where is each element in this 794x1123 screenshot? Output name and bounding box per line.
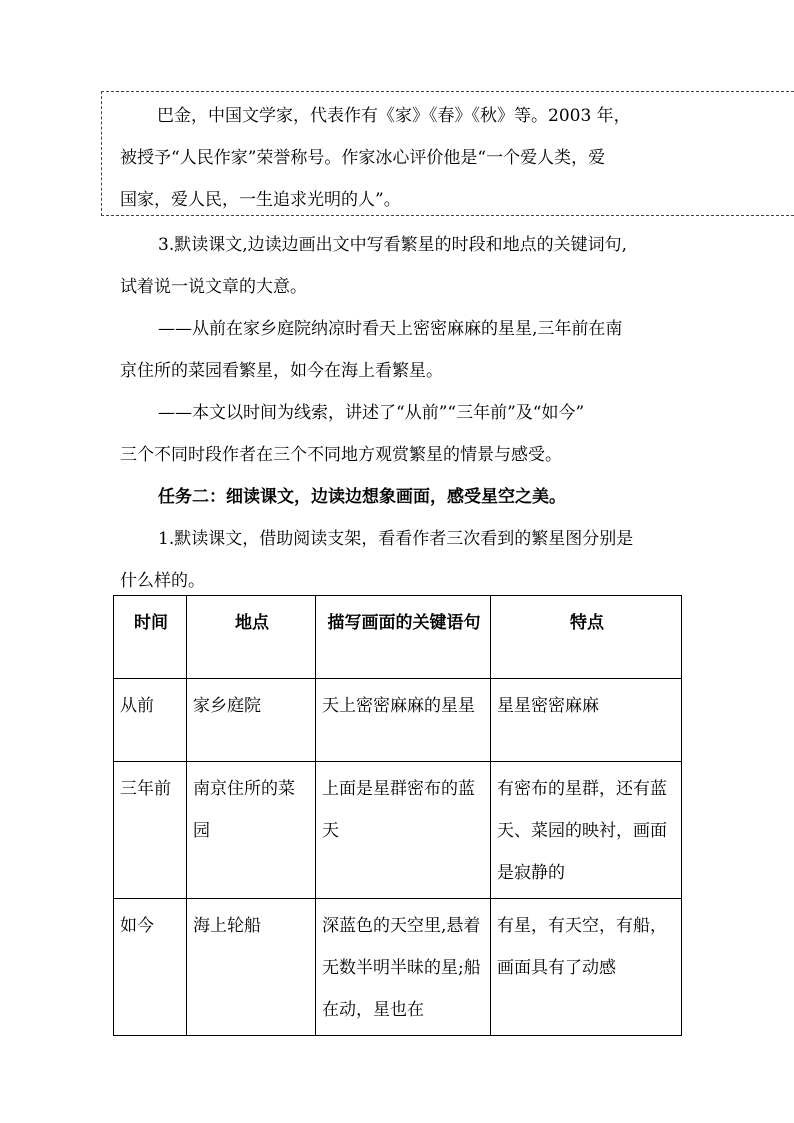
- cell-feature: 有星，有天空，有船，画面具有了动感: [491, 899, 682, 1036]
- answer1-line-1: ——从前在家乡庭院纳凉时看天上密密麻麻的星星,三年前在南: [158, 319, 623, 339]
- header-key-sentence: 描写画面的关键语句: [316, 596, 491, 679]
- table-header-row: [114, 596, 682, 679]
- header-feature: 特点: [491, 596, 682, 679]
- answer1-line-2: 京住所的菜园看繁星，如今在海上看繁星。: [120, 361, 443, 381]
- table-row: [114, 762, 682, 899]
- table-row: [114, 899, 682, 1036]
- cell-key-sentence: 上面是星群密布的蓝天: [316, 762, 491, 899]
- answer2-line-2: 三个不同时段作者在三个不同地方观赏繁星的情景与感受。: [120, 445, 562, 465]
- cell-time: 从前: [114, 679, 187, 762]
- star-observation-table: [113, 595, 682, 1036]
- cell-key-sentence: 深蓝色的天空里,悬着无数半明半昧的星;船在动，星也在: [316, 899, 491, 1036]
- note-line-2: 被授予“人民作家”荣誉称号。作家冰心评价他是“一个爱人类，爱: [120, 148, 606, 168]
- cell-place: 海上轮船: [187, 899, 316, 1036]
- task-two-q1-line-1: 1.默读课文，借助阅读支架，看看作者三次看到的繁星图分别是: [158, 529, 634, 549]
- cell-feature: 星星密密麻麻: [491, 679, 682, 762]
- cell-place: 南京住所的菜园: [187, 762, 316, 899]
- task3-line-1: 3.默读课文,边读边画出文中写看繁星的时段和地点的关键词句,: [158, 235, 628, 255]
- header-time: 时间: [114, 596, 187, 679]
- cell-place: 家乡庭院: [187, 679, 316, 762]
- cell-time: 如今: [114, 899, 187, 1036]
- note-line-1: 巴金，中国文学家，代表作有《家》《春》《秋》等。2003 年，: [157, 106, 631, 126]
- task-two-q1-line-2: 什么样的。: [120, 571, 205, 591]
- header-place: 地点: [187, 596, 316, 679]
- author-note-box: [101, 91, 794, 216]
- cell-feature: 有密布的星群，还有蓝天、菜园的映衬，画面是寂静的: [491, 762, 682, 899]
- table-row: [114, 679, 682, 762]
- task-two-heading: 任务二：细读课文，边读边想象画面，感受星空之美。: [158, 487, 566, 507]
- answer2-line-1: ——本文以时间为线索，讲述了“从前”“三年前”及“如今”: [158, 403, 585, 423]
- note-line-3: 国家，爱人民，一生追求光明的人”。: [120, 190, 401, 210]
- task3-line-2: 试着说一说文章的大意。: [120, 277, 307, 297]
- cell-key-sentence: 天上密密麻麻的星星: [316, 679, 491, 762]
- cell-time: 三年前: [114, 762, 187, 899]
